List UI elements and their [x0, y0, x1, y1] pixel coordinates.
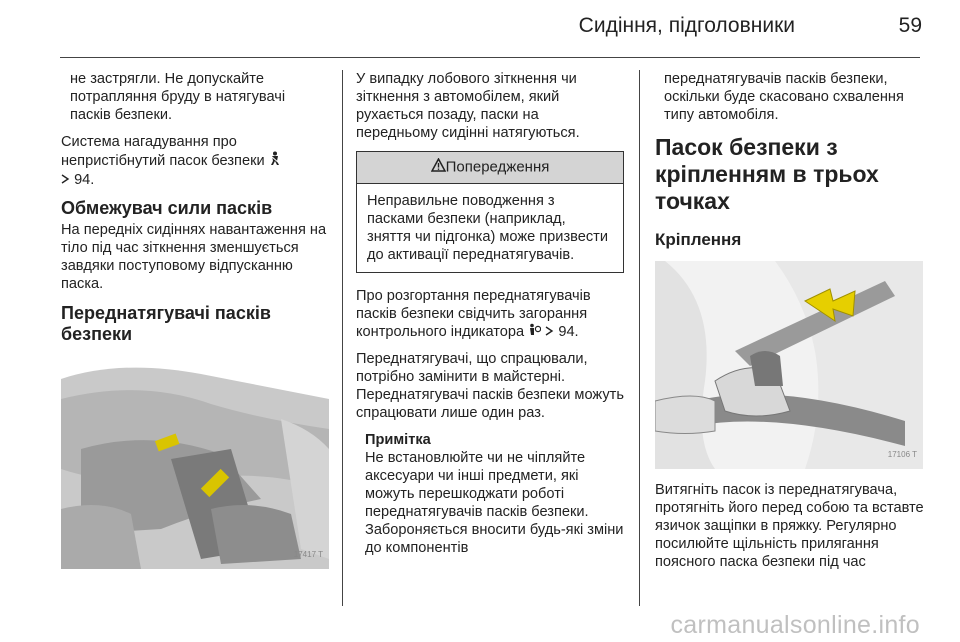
airbag-indicator-icon: [528, 323, 541, 341]
warning-triangle-icon: [431, 158, 446, 177]
heading-three-point-belt: Пасок безпеки з кріпленням в трьох точках: [655, 134, 879, 214]
paragraph-indicator: [356, 287, 624, 341]
warning-body: Неправильне поводження з пасками безпеки (наприклад, зняття чи підгонка) може призвести до активації переднатягувачів.: [367, 193, 608, 263]
note-title: Примітка: [365, 432, 431, 449]
warning-box: [356, 151, 624, 273]
seatbelt-reminder-icon: [269, 151, 281, 171]
paragraph: не застрягли. Не допускайте потрапляння бруду в натягувачі пасків безпеки.: [70, 71, 286, 123]
figure-label: 17106 T: [887, 450, 917, 459]
paragraph: На передніх сидіннях навантаження на тіло під час зіткнення зменшується завдяки поступовому відпусканню паска.: [61, 222, 327, 293]
paragraph: Переднатягувачі, що спрацювали, потрібно замінити в майстерні. Переднатягувачі пасків безпеки можуть спрацювати лише один раз.: [356, 351, 624, 422]
page-ref[interactable]: 94.: [74, 172, 95, 188]
warning-title: Попередження: [445, 158, 550, 176]
heading-limiter: Обмежувач сили пасків: [61, 198, 273, 219]
page-ref-icon: [545, 323, 554, 341]
seat-buckle-illustration: [61, 359, 329, 569]
note-text: Не встановлюйте чи не чіпляйте аксесуари чи інші предмети, які можуть перешкоджати роботі переднатягувачів пасків безпеки. Забороняється вносити будь-які зміни до компонентів: [365, 450, 624, 557]
figure-seat-buckles: [61, 359, 329, 569]
column-3: [655, 70, 927, 580]
page-number: 59: [898, 14, 922, 37]
page-title: Сидіння, підголовники: [578, 14, 795, 37]
warning-header: [357, 152, 623, 184]
belt-fastening-illustration: [655, 261, 923, 469]
watermark: carmanualsonline.info: [670, 611, 920, 639]
column-1: [61, 70, 329, 569]
figure-label: 17417 T: [293, 550, 323, 560]
paragraph: Витягніть пасок із переднатягувача, протягніть його перед собою та вставте язичок защіпки в пряжку. Регулярно посилюйте щільність прилягання поясного паска безпеки під час: [655, 482, 924, 570]
note-block: [356, 431, 624, 557]
column-divider-1: [342, 70, 343, 606]
reminder-text: Система нагадування про непристібнутий пасок безпеки: [61, 134, 265, 169]
paragraph: переднатягувачів пасків безпеки, оскільки буде скасовано схвалення типу автомобіля.: [664, 71, 904, 123]
column-2: [356, 70, 624, 557]
heading-fastening: Кріплення: [655, 230, 742, 249]
paragraph-reminder: [61, 133, 329, 189]
column-divider-2: [639, 70, 640, 606]
indicator-text: Про розгортання переднатягувачів пасків безпеки свідчить загорання контрольного індикатора: [356, 288, 591, 340]
figure-belt-fastening: [655, 261, 923, 469]
page-ref[interactable]: 94.: [558, 324, 579, 340]
page-ref-icon: [61, 171, 70, 189]
paragraph: У випадку лобового зіткнення чи зіткнення з автомобілем, який рухається позаду, паски на передньому сидінні натягуються.: [356, 71, 580, 141]
heading-pretensioner: Переднатягувачі пасків безпеки: [61, 303, 271, 345]
header-rule: [60, 57, 920, 58]
